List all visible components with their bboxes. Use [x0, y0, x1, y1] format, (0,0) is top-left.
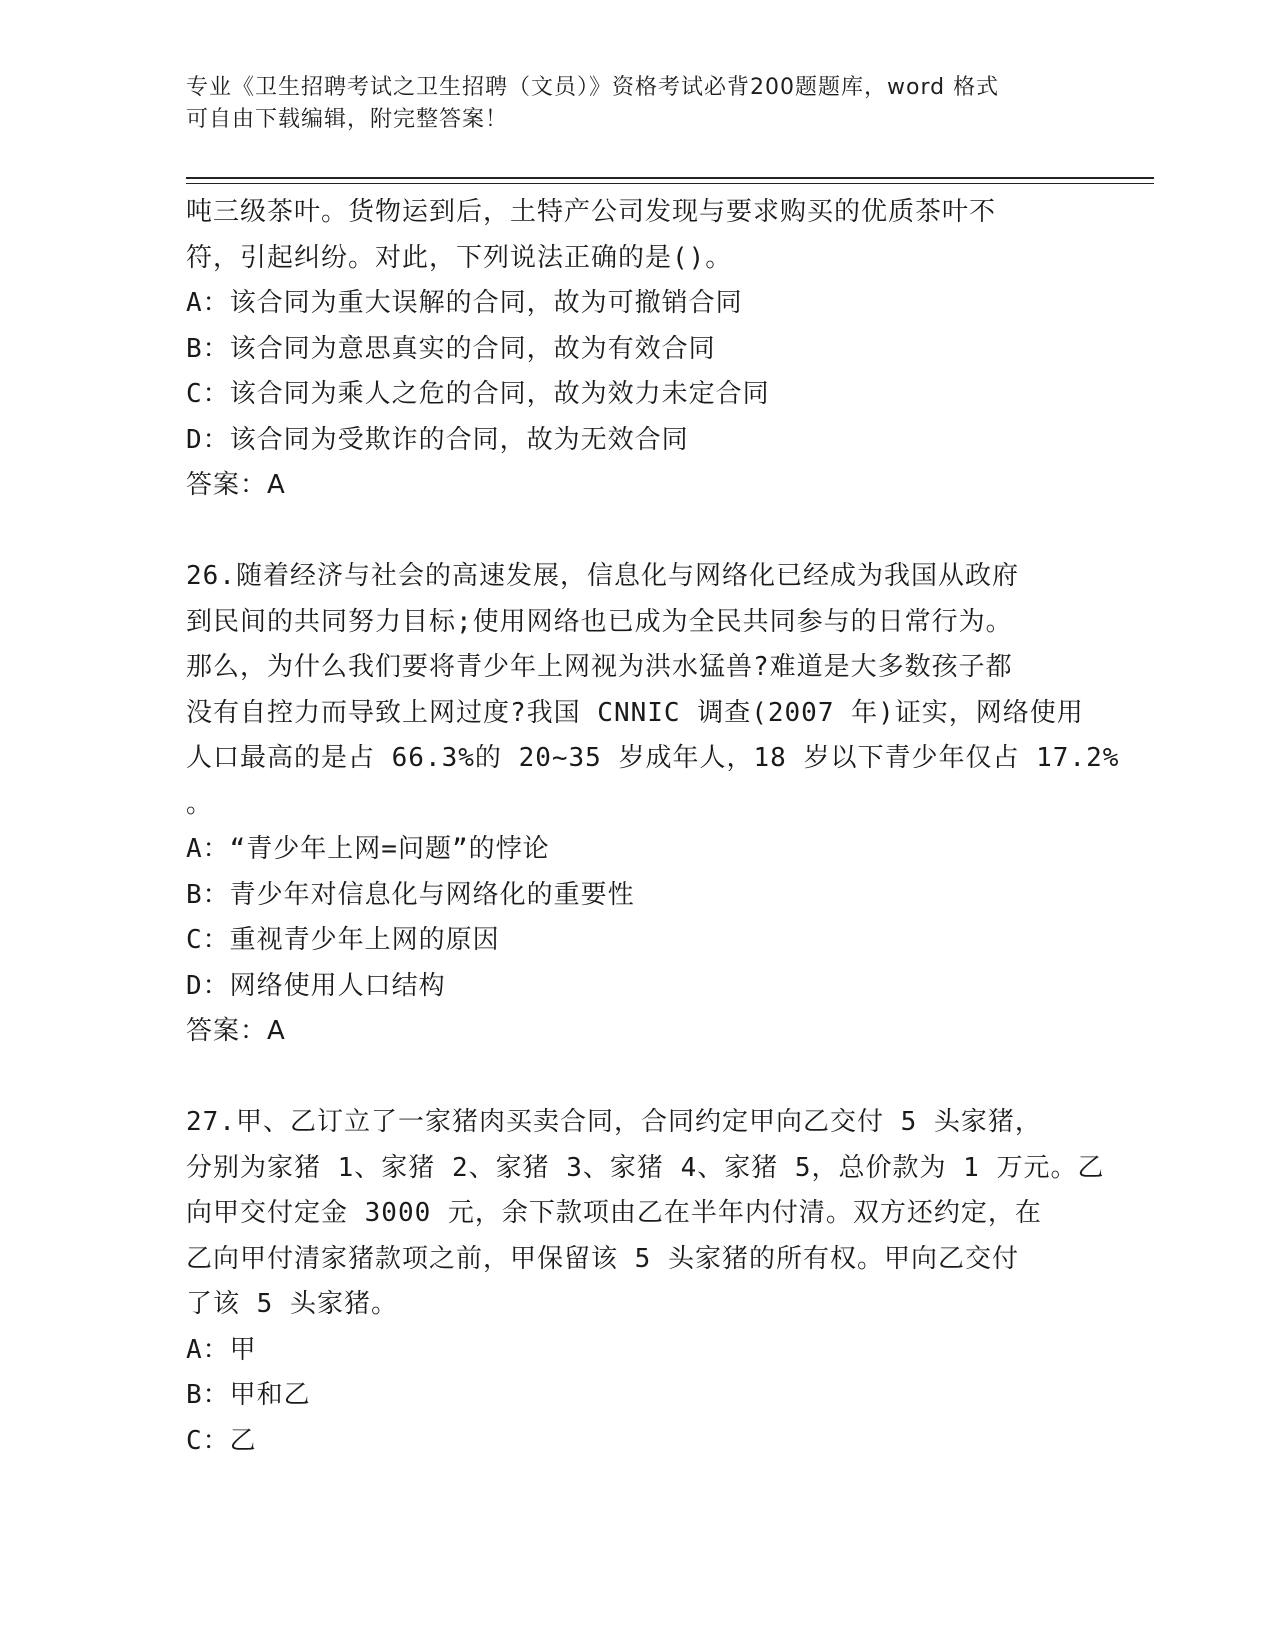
question-stem-line: 吨三级茶叶。货物运到后，土特产公司发现与要求购买的优质茶叶不 — [186, 197, 997, 227]
header-divider — [186, 177, 1154, 184]
question-stem-line: 符，引起纠纷。对此，下列说法正确的是()。 — [186, 242, 733, 273]
option-b: B：甲和乙 — [186, 1380, 311, 1410]
spacer — [186, 509, 1086, 555]
option-b: B：该合同为意思真实的合同，故为有效合同 — [186, 333, 716, 364]
question-stem-line: 那么，为什么我们要将青少年上网视为洪水猛兽?难道是大多数孩子都 — [186, 652, 1013, 682]
option-d: D：网络使用人口结构 — [186, 970, 446, 1001]
option-a: A：甲 — [186, 1334, 257, 1365]
question-stem-line: 人口最高的是占 66.3%的 20~35 岁成年人，18 岁以下青少年仅占 17.2% — [186, 743, 1120, 773]
question-stem-line: 乙向甲付清家猪款项之前，甲保留该 5 头家猪的所有权。甲向乙交付 — [186, 1243, 1019, 1274]
option-a: A：“青少年上网=问题”的悖论 — [186, 834, 550, 864]
question-26 — [186, 554, 1120, 1055]
question-stem-line: 了该 5 头家猪。 — [186, 1289, 398, 1319]
question-stem-line: 到民间的共同努力目标;使用网络也已成为全民共同参与的日常行为。 — [186, 606, 1013, 637]
question-25 — [186, 190, 1086, 509]
header-title-line-2: 可自由下载编辑，附完整答案！ — [186, 107, 509, 132]
option-d: D：该合同为受欺诈的合同，故为无效合同 — [186, 424, 689, 455]
option-c: C：重视青少年上网的原因 — [186, 925, 500, 955]
option-c: C：该合同为乘人之危的合同，故为效力未定合同 — [186, 379, 770, 409]
document-body — [186, 190, 1120, 1464]
option-a: A：该合同为重大误解的合同，故为可撤销合同 — [186, 288, 743, 318]
question-stem-line: 向甲交付定金 3000 元，余下款项由乙在半年内付清。双方还约定，在 — [186, 1198, 1042, 1228]
question-stem-line: 27.甲、乙订立了一家猪肉买卖合同，合同约定甲向乙交付 5 头家猪， — [186, 1107, 1042, 1137]
option-c: C：乙 — [186, 1425, 257, 1456]
question-stem-line: 没有自控力而导致上网过度?我国 CNNIC 调查(2007 年)证实，网络使用 — [186, 697, 1084, 728]
question-stem-line: 分别为家猪 1、家猪 2、家猪 3、家猪 4、家猪 5，总价款为 1 万元。乙 — [186, 1152, 1105, 1183]
answer-line: 答案：A — [186, 1016, 286, 1046]
answer-line: 答案：A — [186, 470, 286, 500]
question-stem-line: 26.随着经济与社会的高速发展，信息化与网络化已经成为我国从政府 — [186, 561, 1019, 591]
question-stem-line: 。 — [186, 788, 214, 819]
document-header — [186, 72, 1086, 136]
spacer — [186, 1055, 1086, 1101]
option-b: B：青少年对信息化与网络化的重要性 — [186, 879, 635, 910]
header-title-line-1: 专业《卫生招聘考试之卫生招聘（文员）》资格考试必背200题题库，word 格式 — [186, 75, 1000, 100]
question-27 — [186, 1100, 1105, 1464]
